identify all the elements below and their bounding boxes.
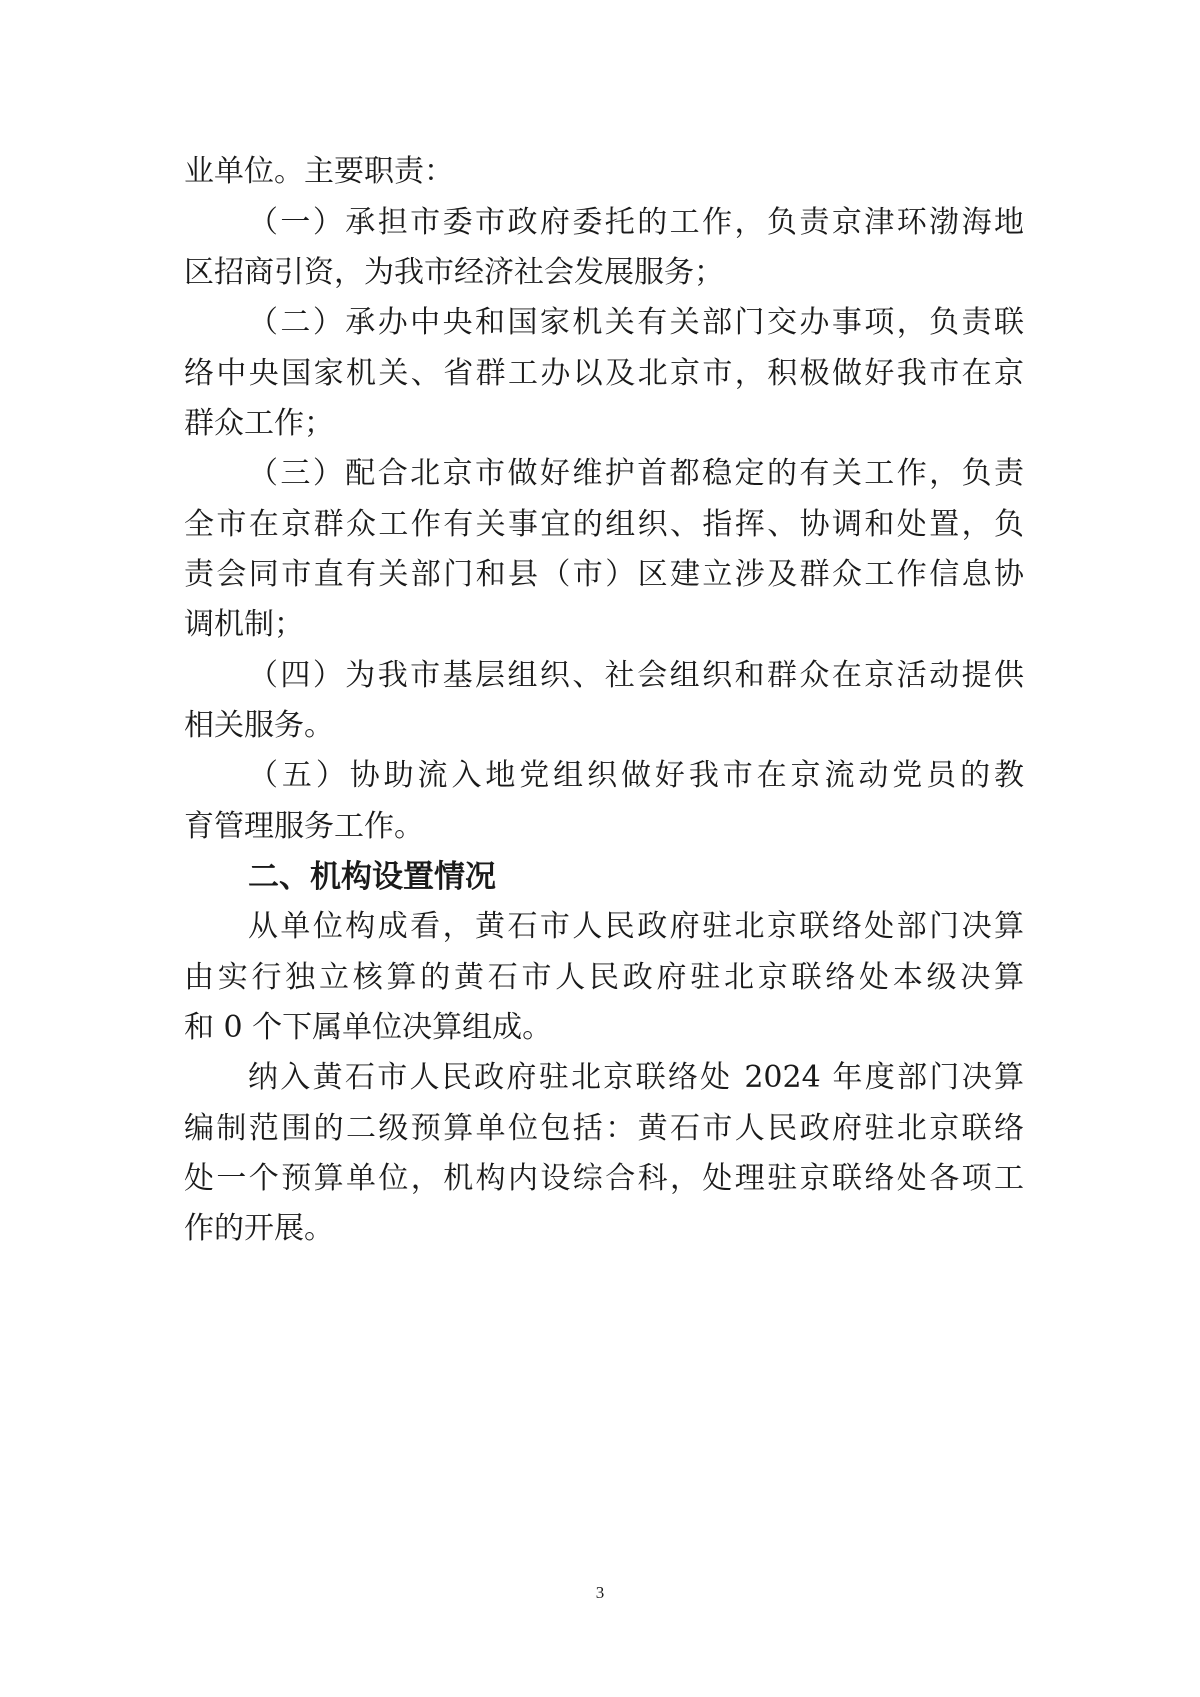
page-number: 3 (595, 1583, 605, 1602)
body-line: 和 0 个下属单位决算组成。 (184, 1010, 553, 1045)
body-line: 区招商引资，为我市经济社会发展服务； (184, 255, 724, 290)
body-line: （三）配合北京市做好维护首都稳定的有关工作，负责 (248, 456, 1024, 491)
body-line: 相关服务。 (184, 708, 334, 743)
body-line: （一）承担市委市政府委托的工作，负责京津环渤海地 (248, 205, 1024, 240)
body-line: 络中央国家机关、省群工办以及北京市，积极做好我市在京 (184, 356, 1024, 391)
body-line: 全市在京群众工作有关事宜的组织、指挥、协调和处置，负 (184, 507, 1024, 542)
body-line: 作的开展。 (184, 1211, 334, 1246)
body-line: （五）协助流入地党组织做好我市在京流动党员的教 (248, 758, 1024, 793)
body-line: （二）承办中央和国家机关有关部门交办事项，负责联 (248, 305, 1024, 340)
body-line: 由实行独立核算的黄石市人民政府驻北京联络处本级决算 (184, 960, 1024, 995)
body-line: 调机制； (184, 607, 304, 642)
section-heading: 二、机构设置情况 (248, 859, 496, 895)
body-line: 编制范围的二级预算单位包括：黄石市人民政府驻北京联络 (184, 1111, 1024, 1146)
body-line: 从单位构成看，黄石市人民政府驻北京联络处部门决算 (248, 909, 1024, 944)
body-line: 责会同市直有关部门和县（市）区建立涉及群众工作信息协 (184, 557, 1024, 592)
body-line: 群众工作； (184, 406, 334, 441)
body-line: 处一个预算单位，机构内设综合科，处理驻京联络处各项工 (184, 1161, 1024, 1196)
body-line: 纳入黄石市人民政府驻北京联络处 2024 年度部门决算 (248, 1060, 1024, 1095)
body-line: 业单位。主要职责： (184, 154, 454, 189)
body-line: 育管理服务工作。 (184, 809, 424, 844)
body-line: （四）为我市基层组织、社会组织和群众在京活动提供 (248, 658, 1024, 693)
